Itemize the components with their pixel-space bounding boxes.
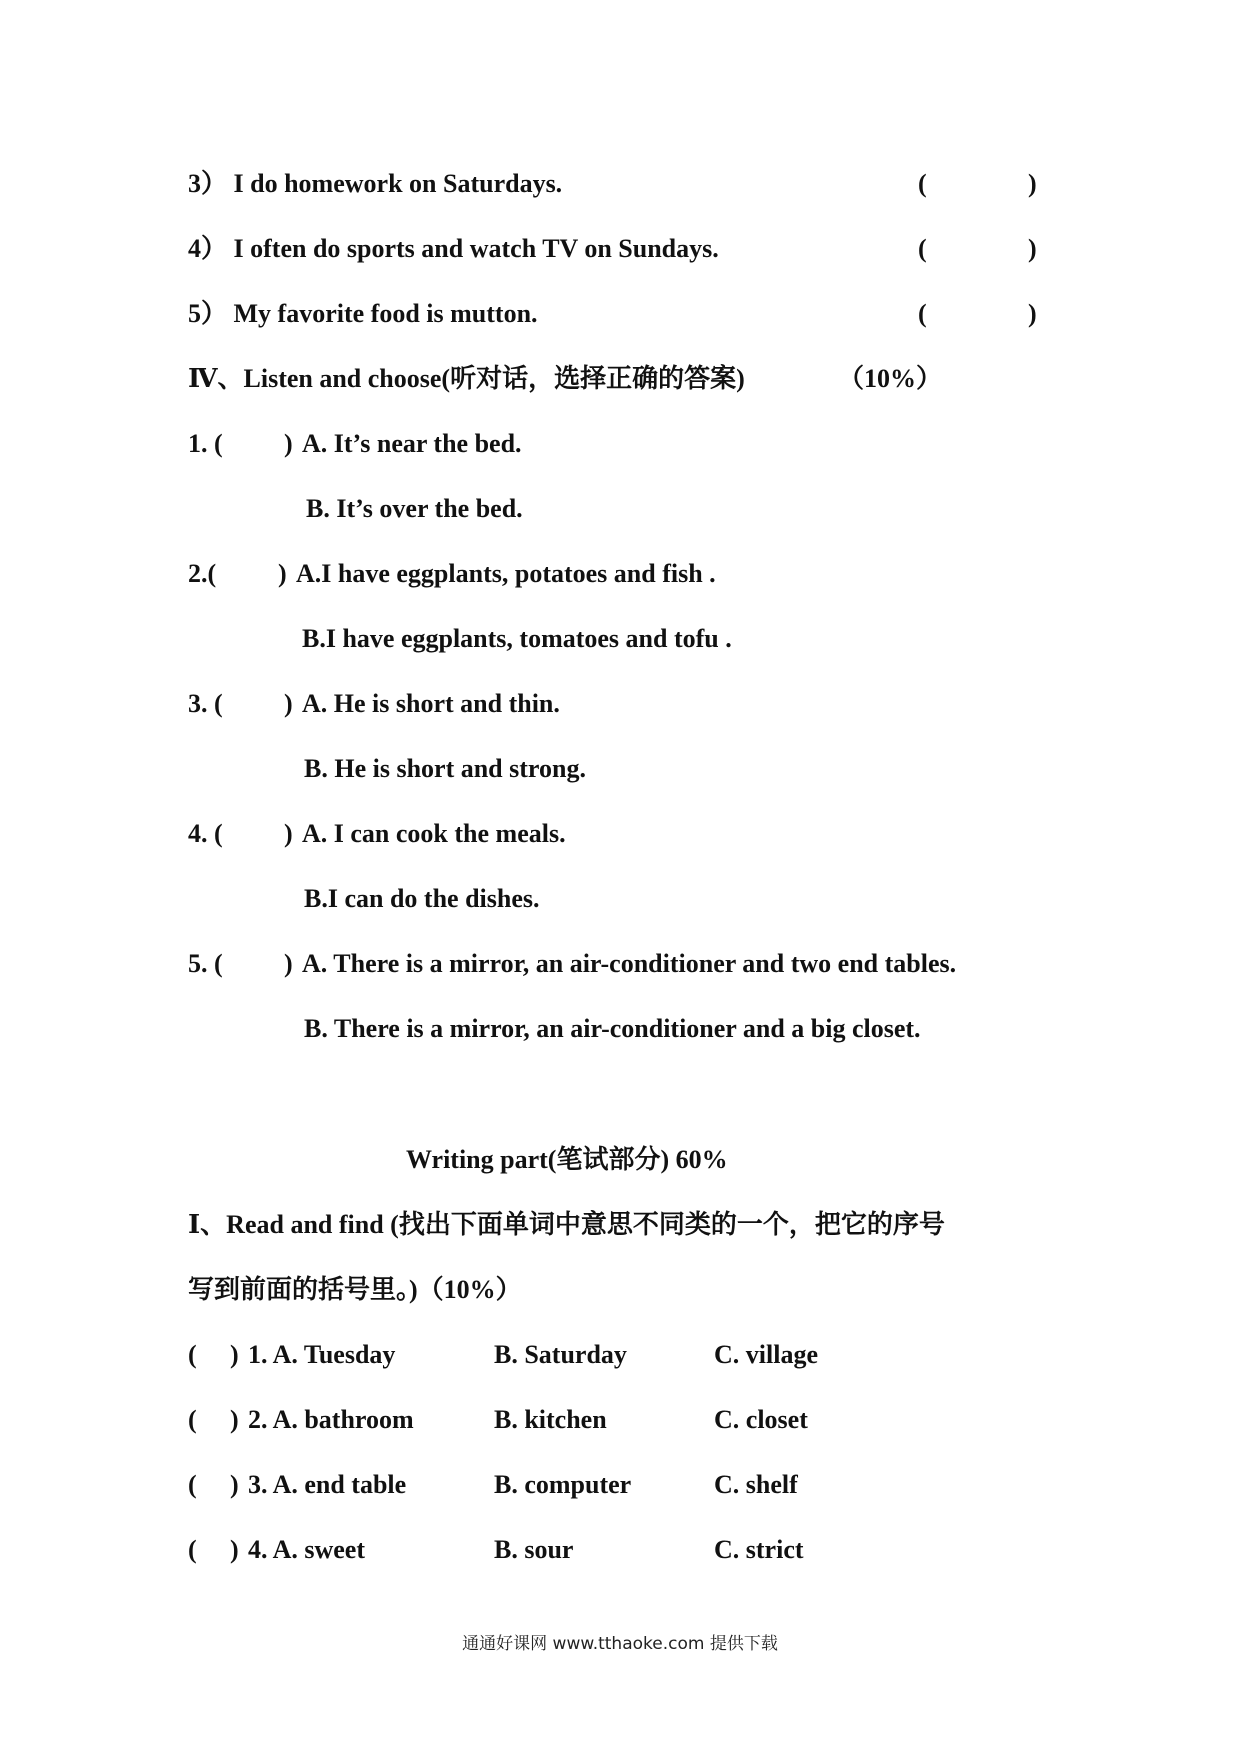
statement-3 [188, 167, 562, 201]
choice-3-close: ) [284, 689, 293, 718]
section-4-title: Ⅳ、Listen and choose(听对话，选择正确的答案) [188, 364, 745, 393]
statement-number: 3） [188, 169, 228, 198]
answer-paren-close: ) [1028, 169, 1037, 198]
choice-5-option-b: B. There is a mirror, an air-conditioner and a big closet. [304, 1014, 921, 1043]
answer-paren-close: ) [1028, 234, 1037, 263]
read-find-3-close: ) [230, 1470, 239, 1499]
answer-paren-open: ( [918, 169, 927, 198]
statement-text: I do homework on Saturdays. [233, 169, 563, 198]
choice-4-prefix: 4. ( [188, 819, 223, 848]
statement-number: 5） [188, 299, 228, 328]
choice-2-option-b: B.I have eggplants, tomatoes and tofu . [302, 624, 732, 653]
read-find-3-paren: ( [188, 1470, 197, 1499]
read-find-1-option-c: C. village [714, 1340, 818, 1369]
choice-1-prefix: 1. ( [188, 429, 223, 458]
section-4-heading [188, 362, 745, 396]
choice-2-close: ) [278, 559, 287, 588]
read-find-2-option-c: C. closet [714, 1405, 808, 1434]
choice-2-option-a: A.I have eggplants, potatoes and fish . [296, 559, 716, 588]
read-find-1-option-a: 1. A. Tuesday [248, 1340, 396, 1369]
answer-paren-open: ( [918, 299, 927, 328]
read-find-3-option-b: B. computer [494, 1470, 632, 1499]
read-find-2-paren: ( [188, 1405, 197, 1434]
read-find-2-option-a: 2. A. bathroom [248, 1405, 414, 1434]
read-find-4-paren: ( [188, 1535, 197, 1564]
read-find-1-close: ) [230, 1340, 239, 1369]
statement-5 [188, 297, 538, 331]
choice-1-option-b: B. It’s over the bed. [306, 494, 523, 523]
statement-number: 4） [188, 234, 228, 263]
page-footer: 通通好课网 www.tthaoke.com 提供下载 [462, 1634, 778, 1654]
read-find-1-option-b: B. Saturday [494, 1340, 627, 1369]
read-find-3-option-c: C. shelf [714, 1470, 798, 1499]
answer-paren-open: ( [918, 234, 927, 263]
section-4-score: （10%） [838, 364, 943, 393]
answer-paren-close: ) [1028, 299, 1037, 328]
choice-2-prefix: 2.( [188, 559, 217, 588]
read-find-1-paren: ( [188, 1340, 197, 1369]
choice-5-prefix: 5. ( [188, 949, 223, 978]
choice-4-close: ) [284, 819, 293, 848]
read-find-4-close: ) [230, 1535, 239, 1564]
statement-text: I often do sports and watch TV on Sundays. [233, 234, 719, 263]
section-1-instruction-line-1: Ⅰ、Read and find (找出下面单词中意思不同类的一个，把它的序号 [188, 1210, 945, 1239]
choice-1-option-a: A. It’s near the bed. [302, 429, 522, 458]
choice-4-option-b: B.I can do the dishes. [304, 884, 540, 913]
choice-3-option-b: B. He is short and strong. [304, 754, 586, 783]
choice-5-option-a: A. There is a mirror, an air-conditioner and two end tables. [302, 949, 957, 978]
choice-1-close: ) [284, 429, 293, 458]
read-find-2-close: ) [230, 1405, 239, 1434]
read-find-4-option-c: C. strict [714, 1535, 804, 1564]
writing-part-title: Writing part(笔试部分) 60% [406, 1145, 728, 1174]
read-find-4-option-b: B. sour [494, 1535, 574, 1564]
choice-5-close: ) [284, 949, 293, 978]
statement-text: My favorite food is mutton. [233, 299, 538, 328]
read-find-2-option-b: B. kitchen [494, 1405, 607, 1434]
read-find-4-option-a: 4. A. sweet [248, 1535, 365, 1564]
choice-3-prefix: 3. ( [188, 689, 223, 718]
section-1-instruction-line-2: 写到前面的括号里。)（10%） [188, 1275, 522, 1304]
read-find-3-option-a: 3. A. end table [248, 1470, 407, 1499]
choice-3-option-a: A. He is short and thin. [302, 689, 560, 718]
statement-4 [188, 232, 719, 266]
choice-4-option-a: A. I can cook the meals. [302, 819, 566, 848]
